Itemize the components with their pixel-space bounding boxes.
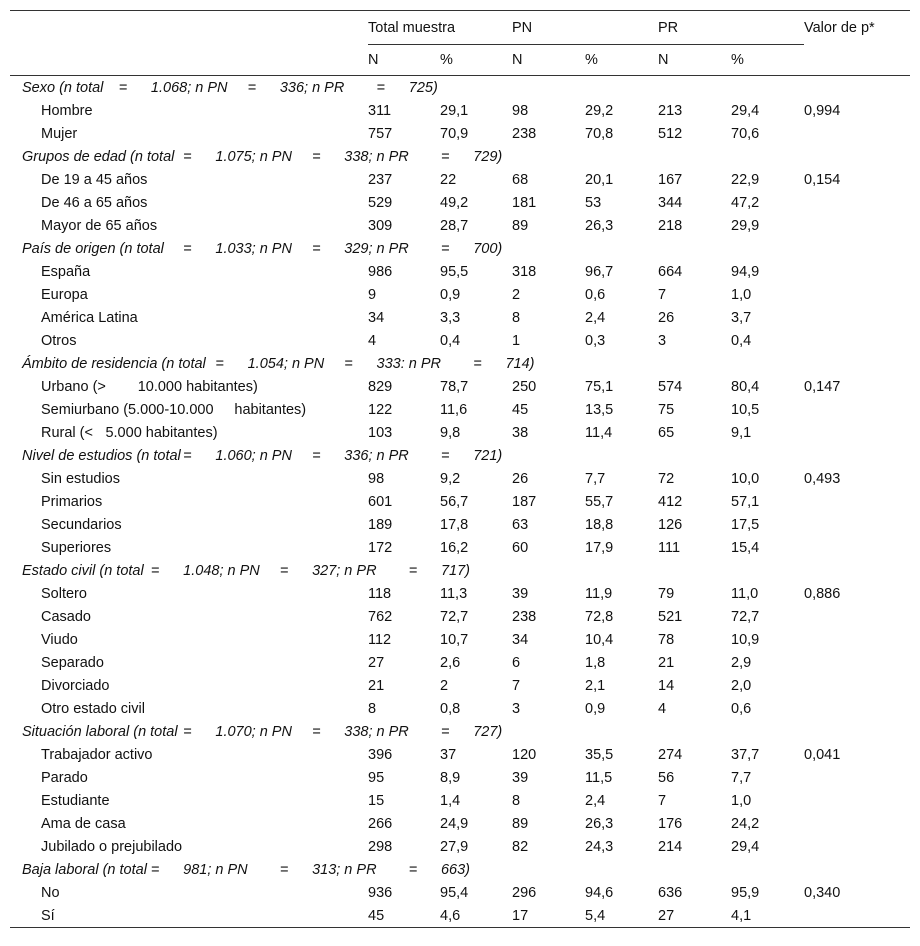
pvalue-cell: 0,340 — [804, 884, 841, 901]
table-cell: 1,8 — [585, 654, 606, 671]
table-cell: 5,4 — [585, 904, 658, 928]
table-row — [10, 398, 910, 421]
pvalue-cell — [804, 191, 910, 214]
row-label: Sin estudios — [41, 470, 120, 487]
table-cell: 0,9 — [440, 286, 461, 303]
table-cell: 82 — [512, 838, 529, 855]
table-cell: 4,6 — [440, 904, 512, 928]
pvalue-cell — [804, 260, 910, 283]
table-cell: 70,6 — [731, 125, 760, 142]
table-cell: 7,7 — [731, 769, 752, 786]
pvalue-cell — [804, 122, 910, 145]
table-cell: 27,9 — [440, 838, 469, 855]
table-cell: 176 — [658, 815, 683, 832]
table-cell: 2,1 — [585, 677, 606, 694]
table-row — [10, 812, 910, 835]
table-cell: 98 — [368, 470, 385, 487]
table-cell: 72,7 — [731, 608, 760, 625]
table-cell: 15 — [368, 792, 385, 809]
table-cell: 11,6 — [440, 401, 468, 418]
table-cell: 80,4 — [731, 378, 760, 395]
header-subcol: % — [731, 45, 804, 76]
table-cell: 20,1 — [585, 171, 614, 188]
table-cell: 111 — [658, 539, 681, 556]
table-row — [10, 168, 910, 191]
table-cell: 49,2 — [440, 194, 469, 211]
table-cell: 13,5 — [585, 401, 614, 418]
table-cell: 218 — [658, 217, 683, 234]
header-row-groups — [10, 11, 910, 45]
table-cell: 1,0 — [731, 286, 752, 303]
table-cell: 29,4 — [731, 838, 760, 855]
table-row — [10, 628, 910, 651]
pvalue-cell — [804, 835, 910, 858]
pvalue-cell — [804, 628, 910, 651]
table-cell: 57,1 — [731, 493, 760, 510]
pvalue-cell — [804, 605, 910, 628]
table-cell: 11,5 — [585, 769, 613, 786]
table-row — [10, 214, 910, 237]
table-cell: 9,1 — [731, 424, 752, 441]
table-cell: 89 — [512, 815, 529, 832]
table-cell: 38 — [512, 424, 529, 441]
table-row — [10, 329, 910, 352]
table-cell: 95,4 — [440, 884, 469, 901]
table-cell: 7,7 — [585, 470, 606, 487]
table-cell: 2,0 — [731, 677, 752, 694]
table-cell: 95,9 — [731, 884, 760, 901]
category-row — [10, 444, 910, 467]
table-row — [10, 605, 910, 628]
table-cell: 55,7 — [585, 493, 614, 510]
table-cell: 6 — [512, 654, 521, 671]
table-row — [10, 697, 910, 720]
table-row — [10, 490, 910, 513]
table-cell: 11,0 — [731, 585, 759, 602]
category-title: Ámbito de residencia (n total = 1.054; n PN = 333: n PR = 714) — [22, 355, 535, 372]
pvalue-cell: 0,493 — [804, 470, 841, 487]
table-row — [10, 421, 910, 444]
table-cell: 3 — [658, 332, 667, 349]
row-label: Divorciado — [41, 677, 110, 694]
table-cell: 27 — [368, 654, 385, 671]
table-cell: 2 — [512, 286, 521, 303]
table-cell: 22,9 — [731, 171, 760, 188]
row-label: Jubilado o prejubilado — [41, 838, 183, 855]
table-cell: 4 — [658, 700, 667, 717]
table-cell: 274 — [658, 746, 683, 763]
table-cell: 18,8 — [585, 516, 614, 533]
table-cell: 167 — [658, 171, 683, 188]
category-title: Sexo (n total = 1.068; n PN = 336; n PR = 725) — [22, 79, 438, 96]
row-label: Estudiante — [41, 792, 110, 809]
pvalue-cell — [804, 536, 910, 559]
pvalue-cell — [804, 789, 910, 812]
table-cell: 120 — [512, 746, 537, 763]
table-cell: 636 — [658, 884, 683, 901]
table-cell: 10,7 — [440, 631, 469, 648]
table-row — [10, 513, 910, 536]
row-label: Ama de casa — [41, 815, 126, 832]
table-cell: 762 — [368, 608, 393, 625]
table-cell: 95 — [368, 769, 385, 786]
table-row — [10, 191, 910, 214]
header-group-pn: PN — [512, 11, 658, 45]
table-row — [10, 283, 910, 306]
table-row — [10, 835, 910, 858]
table-cell: 396 — [368, 746, 393, 763]
table-cell: 78 — [658, 631, 675, 648]
table-cell: 250 — [512, 378, 537, 395]
pvalue-cell: 0,154 — [804, 171, 841, 188]
table-cell: 1,4 — [440, 792, 461, 809]
table-cell: 189 — [368, 516, 393, 533]
table-cell: 29,4 — [731, 102, 760, 119]
table-cell: 664 — [658, 263, 683, 280]
table-cell: 1 — [512, 332, 521, 349]
category-title: Baja laboral (n total = 981; n PN = 313; n PR = 663) — [22, 861, 471, 878]
table-cell: 266 — [368, 815, 393, 832]
table-cell: 17,5 — [731, 516, 760, 533]
table-cell: 8 — [368, 700, 377, 717]
table-cell: 986 — [368, 263, 393, 280]
table-cell: 26 — [512, 470, 529, 487]
table-cell: 9 — [368, 286, 377, 303]
table-cell: 118 — [368, 585, 392, 602]
category-title: Estado civil (n total = 1.048; n PN = 327; n PR = 717) — [22, 562, 471, 579]
table-cell: 237 — [368, 171, 393, 188]
table-cell: 96,7 — [585, 263, 614, 280]
header-pvalue: Valor de p* — [804, 11, 910, 45]
table-cell: 936 — [368, 884, 393, 901]
pvalue-cell — [804, 283, 910, 306]
table-row — [10, 881, 910, 904]
pvalue-cell — [804, 421, 910, 444]
category-row — [10, 76, 910, 100]
table-cell: 298 — [368, 838, 393, 855]
table-cell: 2,4 — [585, 309, 606, 326]
category-row — [10, 352, 910, 375]
table-cell: 829 — [368, 378, 393, 395]
table-cell: 0,6 — [731, 700, 752, 717]
table-cell: 34 — [368, 309, 385, 326]
table-cell: 70,9 — [440, 125, 469, 142]
table-cell: 75,1 — [585, 378, 614, 395]
demographics-table — [10, 10, 910, 928]
table-cell: 3 — [512, 700, 521, 717]
pvalue-cell — [804, 398, 910, 421]
row-label: Otros — [41, 332, 77, 349]
pvalue-cell — [804, 674, 910, 697]
row-label: Separado — [41, 654, 104, 671]
table-cell: 10,4 — [585, 631, 614, 648]
category-title: Grupos de edad (n total = 1.075; n PN = 338; n PR = 729) — [22, 148, 503, 165]
row-label: Urbano (> 10.000 habitantes) — [41, 378, 258, 395]
row-label: De 46 a 65 años — [41, 194, 148, 211]
table-cell: 24,3 — [585, 838, 614, 855]
row-label: Semiurbano (5.000-10.000 habitantes) — [41, 401, 307, 418]
category-row — [10, 720, 910, 743]
pvalue-cell — [804, 697, 910, 720]
table-cell: 26,3 — [585, 217, 614, 234]
row-label: Rural (< 5.000 habitantes) — [41, 424, 218, 441]
table-cell: 24,9 — [440, 815, 469, 832]
table-cell: 79 — [658, 585, 675, 602]
header-subcol: N — [512, 45, 585, 76]
table-cell: 2,9 — [731, 654, 752, 671]
table-cell: 72 — [658, 470, 675, 487]
table-cell: 11,4 — [585, 424, 613, 441]
table-row — [10, 582, 910, 605]
table-cell: 27 — [658, 904, 731, 928]
table-cell: 95,5 — [440, 263, 469, 280]
table-cell: 529 — [368, 194, 393, 211]
table-cell: 8 — [512, 309, 521, 326]
row-label: Europa — [41, 286, 88, 303]
table-cell: 3,7 — [731, 309, 752, 326]
header-empty-cell — [804, 45, 910, 76]
table-cell: 412 — [658, 493, 683, 510]
table-container — [10, 10, 910, 928]
row-label: Trabajador activo — [41, 746, 153, 763]
table-row — [10, 375, 910, 398]
table-cell: 75 — [658, 401, 675, 418]
table-cell: 14 — [658, 677, 675, 694]
row-label: Sí — [10, 904, 368, 928]
table-cell: 574 — [658, 378, 683, 395]
header-subcol: % — [440, 45, 512, 76]
pvalue-cell: 0,147 — [804, 378, 841, 395]
table-row — [10, 467, 910, 490]
table-cell: 4 — [368, 332, 377, 349]
table-cell: 181 — [512, 194, 537, 211]
table-cell: 3,3 — [440, 309, 461, 326]
table-cell: 24,2 — [731, 815, 760, 832]
header-subcol: % — [585, 45, 658, 76]
table-row — [10, 536, 910, 559]
table-cell: 757 — [368, 125, 393, 142]
row-label: Soltero — [41, 585, 87, 602]
table-cell: 65 — [658, 424, 675, 441]
table-cell: 53 — [585, 194, 602, 211]
table-cell: 45 — [368, 904, 440, 928]
category-row — [10, 559, 910, 582]
row-label: España — [41, 263, 91, 280]
pvalue-cell — [804, 214, 910, 237]
row-label: Primarios — [41, 493, 103, 510]
table-cell: 296 — [512, 884, 537, 901]
table-cell: 122 — [368, 401, 393, 418]
row-label: Hombre — [41, 102, 93, 119]
pvalue-cell — [804, 513, 910, 536]
row-label: Viudo — [41, 631, 78, 648]
table-cell: 60 — [512, 539, 529, 556]
table-cell: 2 — [440, 677, 449, 694]
row-label: Casado — [41, 608, 91, 625]
table-cell: 68 — [512, 171, 529, 188]
row-label: Secundarios — [41, 516, 122, 533]
table-cell: 35,5 — [585, 746, 614, 763]
category-row — [10, 237, 910, 260]
table-row — [10, 789, 910, 812]
table-cell: 63 — [512, 516, 529, 533]
table-cell: 29,9 — [731, 217, 760, 234]
table-cell: 8 — [512, 792, 521, 809]
category-title: Nivel de estudios (n total = 1.060; n PN = 336; n PR = 721) — [22, 447, 503, 464]
table-cell: 47,2 — [731, 194, 760, 211]
table-cell: 521 — [658, 608, 683, 625]
table-cell: 512 — [658, 125, 683, 142]
pvalue-cell: 0,886 — [804, 585, 841, 602]
table-row — [10, 122, 910, 145]
table-cell: 94,9 — [731, 263, 760, 280]
table-cell: 26 — [658, 309, 675, 326]
pvalue-cell — [804, 306, 910, 329]
table-cell: 7 — [658, 286, 667, 303]
table-cell: 16,2 — [440, 539, 469, 556]
table-cell: 8,9 — [440, 769, 461, 786]
table-row — [10, 766, 910, 789]
table-cell: 344 — [658, 194, 683, 211]
table-cell: 103 — [368, 424, 393, 441]
table-cell: 34 — [512, 631, 529, 648]
pvalue-cell — [804, 490, 910, 513]
pvalue-cell — [804, 904, 910, 928]
table-cell: 0,8 — [440, 700, 461, 717]
header-empty-cell — [10, 45, 368, 76]
table-row — [10, 743, 910, 766]
table-row — [10, 904, 910, 928]
table-body — [10, 76, 910, 928]
table-cell: 311 — [368, 102, 392, 119]
table-cell: 98 — [512, 102, 529, 119]
table-cell: 94,6 — [585, 884, 614, 901]
row-label: Superiores — [41, 539, 112, 556]
table-cell: 22 — [440, 171, 457, 188]
table-cell: 112 — [368, 631, 392, 648]
table-cell: 72,7 — [440, 608, 469, 625]
row-label: No — [41, 884, 60, 901]
table-cell: 9,2 — [440, 470, 461, 487]
header-group-total: Total muestra — [368, 11, 512, 45]
table-cell: 2,4 — [585, 792, 606, 809]
table-cell: 37,7 — [731, 746, 760, 763]
table-cell: 17,8 — [440, 516, 469, 533]
table-cell: 309 — [368, 217, 393, 234]
pvalue-cell — [804, 766, 910, 789]
row-label: América Latina — [41, 309, 138, 326]
row-label: Mayor de 65 años — [41, 217, 158, 234]
table-cell: 0,4 — [440, 332, 461, 349]
table-cell: 0,3 — [585, 332, 606, 349]
table-cell: 17,9 — [585, 539, 614, 556]
table-cell: 7 — [512, 677, 521, 694]
table-cell: 29,1 — [440, 102, 469, 119]
table-cell: 21 — [368, 677, 385, 694]
table-cell: 89 — [512, 217, 529, 234]
table-cell: 318 — [512, 263, 537, 280]
table-cell: 172 — [368, 539, 393, 556]
category-row — [10, 858, 910, 881]
category-row — [10, 145, 910, 168]
pvalue-cell — [804, 812, 910, 835]
table-cell: 0,4 — [731, 332, 752, 349]
table-cell: 10,9 — [731, 631, 760, 648]
pvalue-cell — [804, 329, 910, 352]
category-title: País de origen (n total = 1.033; n PN = 329; n PR = 700) — [22, 240, 503, 257]
table-cell: 10,5 — [731, 401, 760, 418]
table-cell: 10,0 — [731, 470, 760, 487]
table-cell: 238 — [512, 608, 537, 625]
table-row — [10, 306, 910, 329]
table-cell: 56 — [658, 769, 675, 786]
pvalue-cell: 0,041 — [804, 746, 841, 763]
row-label: De 19 a 45 años — [41, 171, 148, 188]
table-cell: 21 — [658, 654, 675, 671]
table-cell: 15,4 — [731, 539, 760, 556]
category-title: Situación laboral (n total = 1.070; n PN = 338; n PR = 727) — [22, 723, 503, 740]
table-cell: 126 — [658, 516, 683, 533]
table-cell: 11,3 — [440, 585, 468, 602]
table-cell: 78,7 — [440, 378, 469, 395]
table-cell: 70,8 — [585, 125, 614, 142]
table-cell: 7 — [658, 792, 667, 809]
table-cell: 0,9 — [585, 700, 606, 717]
table-cell: 45 — [512, 401, 529, 418]
table-cell: 213 — [658, 102, 683, 119]
table-cell: 37 — [440, 746, 457, 763]
pvalue-cell — [804, 651, 910, 674]
table-cell: 17 — [512, 904, 585, 928]
row-label: Mujer — [41, 125, 78, 142]
table-cell: 39 — [512, 585, 529, 602]
table-cell: 187 — [512, 493, 537, 510]
table-cell: 1,0 — [731, 792, 752, 809]
table-cell: 0,6 — [585, 286, 606, 303]
table-row — [10, 99, 910, 122]
table-row — [10, 260, 910, 283]
row-label: Parado — [41, 769, 88, 786]
table-cell: 26,3 — [585, 815, 614, 832]
header-subcol: N — [368, 45, 440, 76]
table-cell: 601 — [368, 493, 393, 510]
header-empty-cell — [10, 11, 368, 45]
header-row-subcols — [10, 45, 910, 76]
header-subcol: N — [658, 45, 731, 76]
table-cell: 72,8 — [585, 608, 614, 625]
table-cell: 238 — [512, 125, 537, 142]
table-cell: 4,1 — [731, 904, 804, 928]
row-label: Otro estado civil — [41, 700, 145, 717]
table-cell: 2,6 — [440, 654, 461, 671]
table-cell: 9,8 — [440, 424, 461, 441]
table-row — [10, 651, 910, 674]
table-cell: 56,7 — [440, 493, 469, 510]
table-row — [10, 674, 910, 697]
table-cell: 29,2 — [585, 102, 614, 119]
header-group-pr: PR — [658, 11, 804, 45]
table-cell: 39 — [512, 769, 529, 786]
table-cell: 11,9 — [585, 585, 613, 602]
table-cell: 214 — [658, 838, 683, 855]
pvalue-cell: 0,994 — [804, 102, 841, 119]
table-cell: 28,7 — [440, 217, 469, 234]
